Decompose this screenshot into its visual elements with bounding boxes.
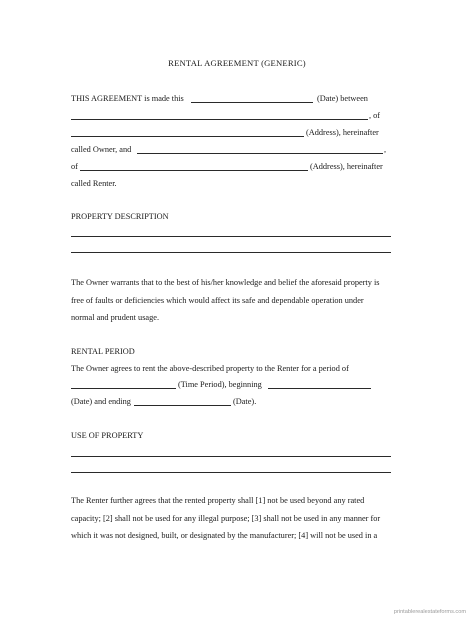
intro-line1-prefix: THIS AGREEMENT is made this — [71, 94, 184, 103]
rental-period-line3-suffix: (Date). — [233, 397, 257, 406]
use-line2: capacity; [2] shall not be used for any illegal purpose; [3] shall not be used in any manner for — [71, 514, 381, 523]
intro-line4-suffix: , — [384, 145, 387, 154]
intro-line5-suffix: (Address), hereinafter — [310, 162, 383, 171]
rental-period-line3-prefix: (Date) and ending — [71, 397, 131, 406]
end-date-blank[interactable] — [134, 405, 231, 406]
footer-watermark: printablerealestateforms.com — [393, 609, 466, 615]
use-of-property-blank-2[interactable] — [71, 472, 391, 473]
owner-address-blank[interactable] — [71, 136, 304, 137]
property-description-heading: PROPERTY DESCRIPTION — [71, 212, 169, 221]
warranty-line1: The Owner warrants that to the best of his/her knowledge and belief the aforesaid property is — [71, 278, 380, 287]
date-blank[interactable] — [191, 102, 313, 103]
intro-line3-suffix: (Address), hereinafter — [306, 128, 379, 137]
renter-name-blank[interactable] — [137, 153, 383, 154]
renter-address-blank[interactable] — [80, 170, 308, 171]
property-description-blank-1[interactable] — [71, 236, 391, 237]
intro-line1-suffix: (Date) between — [317, 94, 368, 103]
document-title: RENTAL AGREEMENT (GENERIC) — [168, 58, 306, 68]
use-line1: The Renter further agrees that the rented property shall [1] not be used beyond any rated — [71, 496, 365, 505]
property-description-blank-2[interactable] — [71, 252, 391, 253]
warranty-line3: normal and prudent usage. — [71, 313, 160, 322]
use-line3: which it was not designed, built, or designated by the manufacturer; [4] will not be used in a — [71, 531, 378, 540]
intro-line2-suffix: , of — [369, 111, 381, 120]
time-period-blank[interactable] — [71, 388, 176, 389]
rental-period-heading: RENTAL PERIOD — [71, 347, 135, 356]
intro-line6: called Renter. — [71, 179, 117, 188]
use-of-property-heading: USE OF PROPERTY — [71, 431, 144, 440]
rental-period-line2-mid: (Time Period), beginning — [178, 380, 262, 389]
intro-line5-prefix: of — [71, 162, 78, 171]
use-of-property-blank-1[interactable] — [71, 456, 391, 457]
rental-period-line1: The Owner agrees to rent the above-described property to the Renter for a period of — [71, 364, 349, 373]
party1-name-blank[interactable] — [71, 119, 368, 120]
begin-date-blank[interactable] — [268, 388, 371, 389]
warranty-line2: free of faults or deficiencies which would affect its safe and dependable operation under — [71, 296, 364, 305]
intro-line4-prefix: called Owner, and — [71, 145, 132, 154]
